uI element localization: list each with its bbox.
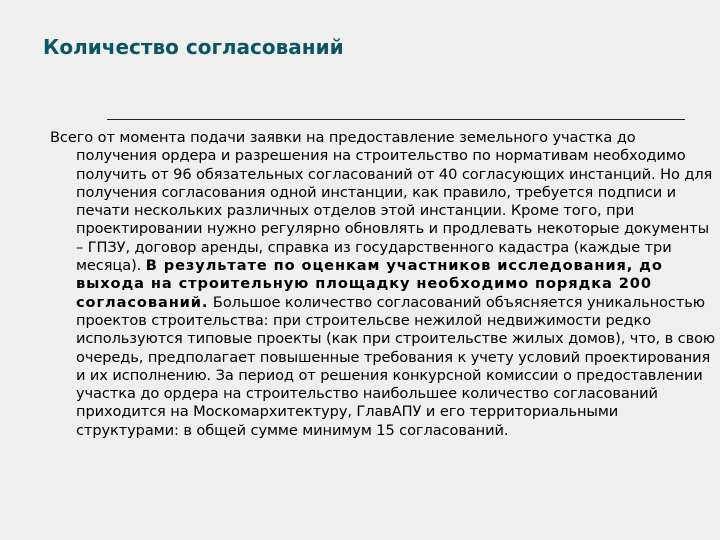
body-text-intro: Всего от момента подачи заявки на предоставление земельного участка до получения ордера и разрешения на строительство по нормативам необходимо получить от 96 обязательных согласований от 40 согласующих инстанций. Но для получения согласования одной инстанции, как правило, требуется подписи и печати нескольких различных отделов этой инстанции. Кроме того, при проектировании нужно регулярно обновлять и продлевать некоторые документы – ГПЗУ, договор аренды, справка из государственного кадастра (каждые три месяца). xyxy=(50,129,713,275)
body-text-emphasis: В результате по оценкам участников исследования, до выхода на строительную площадку необходимо порядка 200 согласований. xyxy=(76,257,663,311)
body-text-conclusion: Большое количество согласований объясняется уникальностью проектов строительства: при строительсве нежилой недвижимости редко используются типовые проекты (как при строительстве жилых домов), что, в свою очередь, предполагает повышенные требования к учету условий проектирования и их исполнению. За период от решения конкурсной комиссии о предоставлении участка до ордера на строительство наибольшее количество согласований приходится на Москомархитектуру, ГлавАПУ и его территориальными структурами: в общей сумме минимум 15 согласований. xyxy=(76,293,716,439)
body-paragraph xyxy=(50,129,716,440)
slide-title: Количество согласований xyxy=(43,35,344,59)
title-divider xyxy=(107,119,685,120)
